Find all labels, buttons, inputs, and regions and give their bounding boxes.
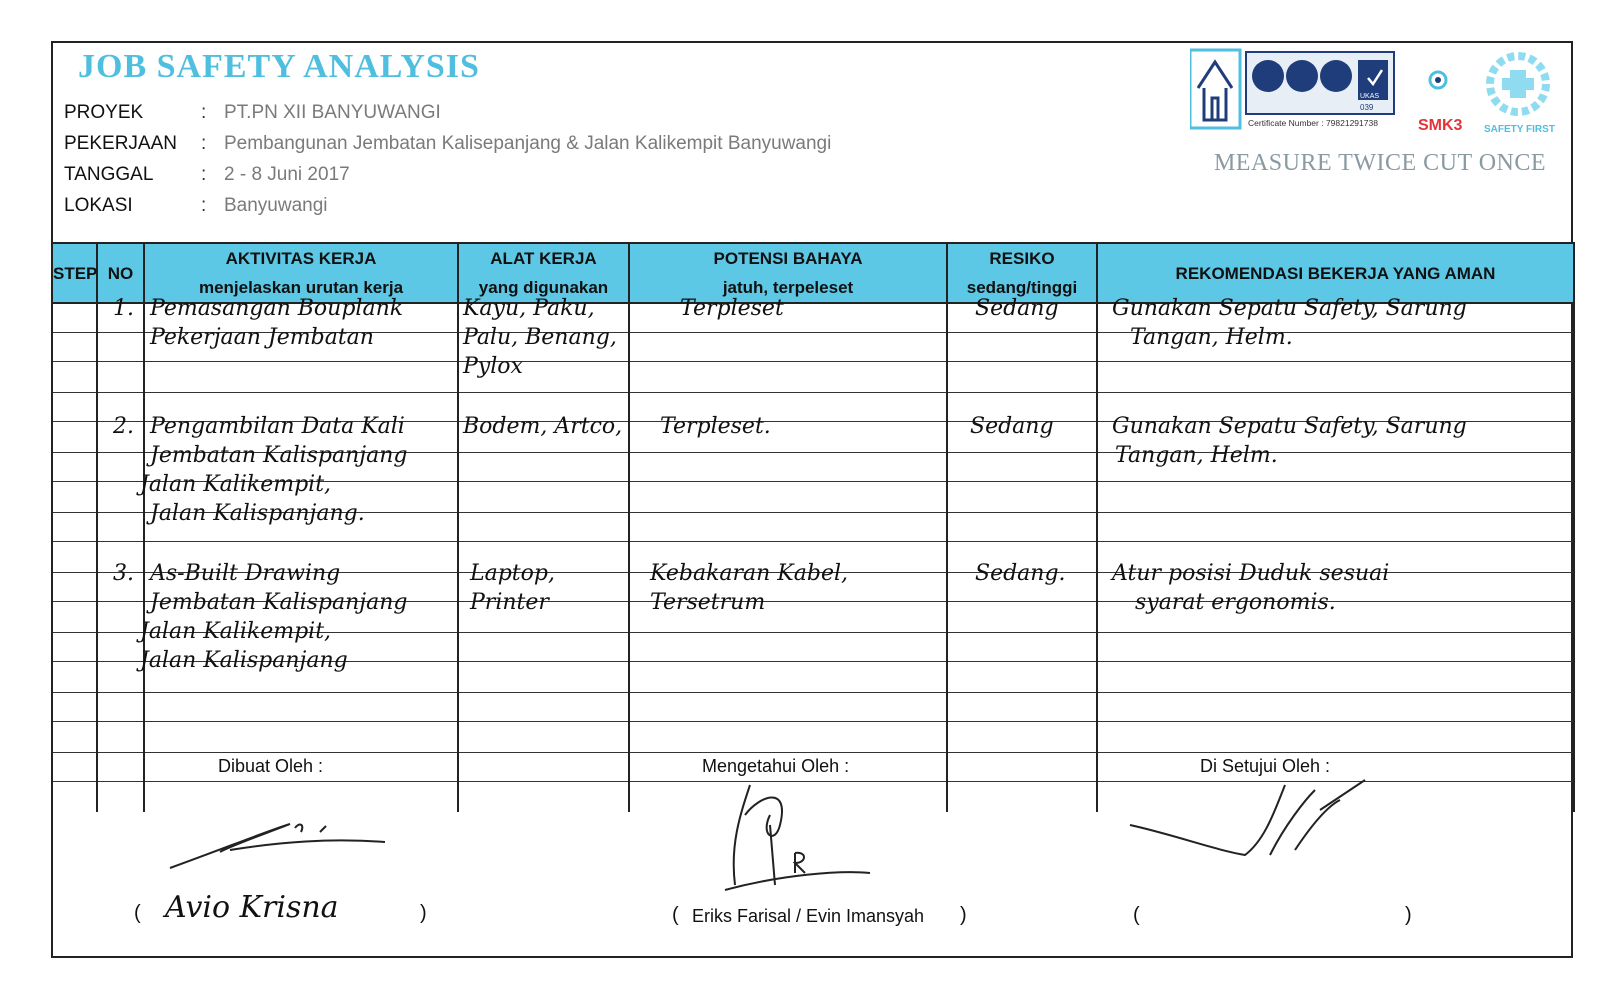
table-cell <box>97 633 144 662</box>
table-cell <box>52 303 97 333</box>
table-cell <box>144 362 458 393</box>
table-cell <box>629 513 947 542</box>
entry-rekomendasi-line: Atur posisi Duduk sesuai <box>1112 561 1390 586</box>
info-colon: : <box>201 102 207 123</box>
table-cell <box>52 722 97 753</box>
table-cell <box>458 782 629 813</box>
table-cell <box>458 753 629 782</box>
motto: MEASURE TWICE CUT ONCE <box>1213 150 1547 176</box>
table-cell <box>947 482 1097 513</box>
header-aktivitas <box>144 243 458 303</box>
info-label: LOKASI <box>64 195 133 216</box>
table-cell <box>458 662 629 693</box>
table-cell <box>947 513 1097 542</box>
entry-alat-line: Printer <box>470 590 549 615</box>
close-paren: ) <box>420 902 427 924</box>
header-aktivitas-title: AKTIVITAS KERJA <box>225 249 377 268</box>
table-cell <box>1097 362 1574 393</box>
header-potensi-sub: jatuh, terpeleset <box>722 278 854 297</box>
table-cell <box>97 753 144 782</box>
entry-potensi-line: Kebakaran Kabel, <box>650 561 848 586</box>
mengetahui-oleh-label: Mengetahui Oleh : <box>702 756 850 776</box>
header-resiko <box>947 243 1097 303</box>
table-cell <box>52 333 97 362</box>
table-cell <box>52 753 97 782</box>
table-cell <box>52 453 97 482</box>
house-logo-icon <box>1190 50 1240 128</box>
table-cell <box>52 482 97 513</box>
table-cell <box>458 482 629 513</box>
certificate-number: Certificate Number : 79821291738 <box>1248 118 1378 128</box>
entry-aktivitas-line: Pengambilan Data Kali <box>150 414 405 439</box>
entry-alat-line: Pylox <box>463 354 523 379</box>
entry-aktivitas-line: Jalan Kalikempit, <box>140 619 332 644</box>
table-cell <box>458 722 629 753</box>
entry-aktivitas-line: Pemasangan Bouplank <box>150 296 404 321</box>
table-cell <box>52 422 97 453</box>
disetujui-oleh-label: Di Setujui Oleh : <box>1200 756 1331 776</box>
table-cell <box>947 362 1097 393</box>
table-cell <box>629 662 947 693</box>
table-cell <box>1097 633 1574 662</box>
safety-first-logo-icon <box>1484 56 1555 135</box>
info-value: 2 - 8 Juni 2017 <box>224 164 350 185</box>
header-no: NO <box>97 243 144 303</box>
table-cell <box>52 662 97 693</box>
table-cell <box>52 393 97 422</box>
entry-rekomendasi-line: Gunakan Sepatu Safety, Sarung <box>1112 414 1467 439</box>
open-paren: ( <box>134 902 141 924</box>
table-cell <box>1097 482 1574 513</box>
table-cell <box>947 453 1097 482</box>
table-cell <box>629 453 947 482</box>
header-potensi-title: POTENSI BAHAYA <box>713 249 863 268</box>
entry-potensi-line: Tersetrum <box>650 590 766 615</box>
table-cell <box>947 722 1097 753</box>
entry-aktivitas-line: Jalan Kalispanjang <box>140 648 348 673</box>
table-header-row <box>52 243 1574 303</box>
document-title: JOB SAFETY ANALYSIS <box>78 48 480 85</box>
header-resiko-title: RESIKO <box>989 249 1055 268</box>
table-cell <box>144 693 458 722</box>
close-paren: ) <box>1405 904 1412 926</box>
table-cell <box>458 453 629 482</box>
table-cell <box>947 602 1097 633</box>
info-colon: : <box>201 164 207 185</box>
table-cell <box>97 333 144 362</box>
signature-disetujui <box>1125 770 1385 870</box>
table-cell <box>52 573 97 602</box>
dibuat-oleh-label: Dibuat Oleh : <box>218 756 324 776</box>
table-cell <box>1097 662 1574 693</box>
info-label: PROYEK <box>64 102 144 123</box>
table-cell <box>52 542 97 573</box>
table-cell <box>52 513 97 542</box>
info-value: PT.PN XII BANYUWANGI <box>224 102 441 123</box>
table-cell <box>629 362 947 393</box>
table-cell <box>52 602 97 633</box>
mengetahui-name: Eriks Farisal / Evin Imansyah <box>692 906 925 926</box>
table-cell <box>629 303 947 333</box>
entry-rekomendasi-line: Tangan, Helm. <box>1130 325 1293 350</box>
entry-potensi-line: Terpleset. <box>660 414 771 439</box>
table-cell <box>458 693 629 722</box>
open-paren: ( <box>672 904 679 926</box>
smk3-text: SMK3 <box>1418 117 1463 134</box>
entry-aktivitas-line: Jalan Kalispanjang. <box>150 501 365 526</box>
table-cell <box>97 362 144 393</box>
info-value: Pembangunan Jembatan Kalisepanjang & Jalan Kalikempit Banyuwangi <box>224 133 832 154</box>
close-paren: ) <box>960 904 967 926</box>
table-row <box>52 693 1574 722</box>
entry-rekomendasi-line: syarat ergonomis. <box>1135 590 1336 615</box>
header-resiko-sub: sedang/tinggi <box>966 278 1078 297</box>
table-cell <box>97 662 144 693</box>
header-alat <box>458 243 629 303</box>
header-aktivitas-sub: menjelaskan urutan kerja <box>198 278 404 297</box>
table-cell <box>52 782 97 813</box>
header-potensi <box>629 243 947 303</box>
entry-aktivitas-line: Pekerjaan Jembatan <box>150 325 374 350</box>
signature-dibuat <box>160 810 400 880</box>
table-cell <box>629 633 947 662</box>
info-colon: : <box>201 133 207 154</box>
table-cell <box>947 333 1097 362</box>
table-cell <box>629 722 947 753</box>
entry-alat-line: Palu, Benang, <box>463 325 617 350</box>
entry-resiko: Sedang. <box>975 561 1066 586</box>
entry-aktivitas-line: Jembatan Kalispanjang <box>150 443 408 468</box>
table-cell <box>52 693 97 722</box>
smk3-logo-icon <box>1418 72 1463 134</box>
entry-alat-line: Kayu, Paku, <box>463 296 595 321</box>
entry-no: 2. <box>113 414 134 439</box>
table-cell <box>947 753 1097 782</box>
table-cell <box>97 722 144 753</box>
table-cell <box>97 513 144 542</box>
table-cell <box>458 513 629 542</box>
table-row <box>52 722 1574 753</box>
table-cell <box>629 333 947 362</box>
entry-aktivitas-line: Jembatan Kalispanjang <box>150 590 408 615</box>
table-cell <box>97 782 144 813</box>
open-paren: ( <box>1133 904 1140 926</box>
table-cell <box>1097 513 1574 542</box>
ukas-code: 039 <box>1360 103 1374 112</box>
info-label: TANGGAL <box>64 164 154 185</box>
table-cell <box>97 453 144 482</box>
entry-no: 3. <box>113 561 134 586</box>
table-cell <box>947 782 1097 813</box>
table-cell <box>1097 722 1574 753</box>
info-value: Banyuwangi <box>224 195 328 216</box>
entry-aktivitas-line: Jalan Kalikempit, <box>140 472 332 497</box>
entry-resiko: Sedang <box>975 296 1059 321</box>
table-cell <box>458 633 629 662</box>
entry-resiko: Sedang <box>970 414 1054 439</box>
ukas-text: UKAS <box>1360 93 1380 100</box>
entry-rekomendasi-line: Tangan, Helm. <box>1115 443 1278 468</box>
entry-potensi-line: Terpleset <box>680 296 784 321</box>
table-cell <box>97 693 144 722</box>
safety-first-text: SAFETY FIRST <box>1484 124 1555 135</box>
table-cell <box>629 693 947 722</box>
table-row <box>52 362 1574 393</box>
info-colon: : <box>201 195 207 216</box>
info-label: PEKERJAAN <box>64 133 177 154</box>
table-cell <box>947 662 1097 693</box>
entry-no: 1. <box>113 296 134 321</box>
table-cell <box>144 782 458 813</box>
iso-cert-logo-icon <box>1246 52 1394 128</box>
certification-logos <box>1190 48 1570 138</box>
entry-aktivitas-line: As-Built Drawing <box>150 561 341 586</box>
table-cell <box>52 633 97 662</box>
header-step: STEP <box>52 243 97 303</box>
entry-alat-line: Laptop, <box>470 561 555 586</box>
table-cell <box>97 602 144 633</box>
table-cell <box>947 693 1097 722</box>
header-alat-title: ALAT KERJA <box>490 249 597 268</box>
table-cell <box>947 633 1097 662</box>
table-cell <box>629 482 947 513</box>
entry-alat-line: Bodem, Artco, <box>463 414 623 439</box>
entry-rekomendasi-line: Gunakan Sepatu Safety, Sarung <box>1112 296 1467 321</box>
dibuat-name: Avio Krisna <box>165 890 339 925</box>
table-cell <box>52 362 97 393</box>
table-cell <box>97 482 144 513</box>
table-cell <box>144 722 458 753</box>
header-alat-sub: yang digunakan <box>478 278 609 297</box>
table-cell <box>1097 693 1574 722</box>
header-rekomendasi: REKOMENDASI BEKERJA YANG AMAN <box>1097 243 1574 303</box>
signature-mengetahui <box>700 775 900 895</box>
